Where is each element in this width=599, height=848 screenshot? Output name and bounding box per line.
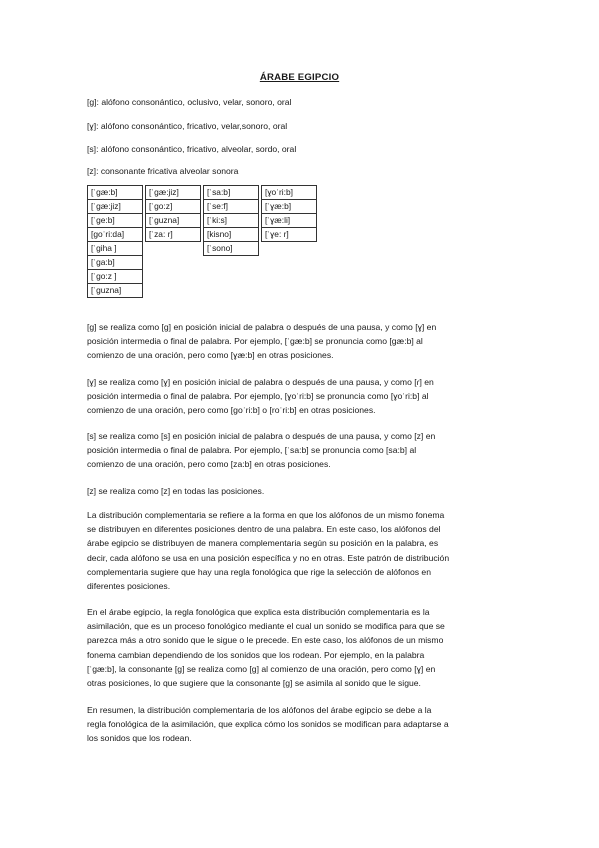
paragraph-line: comienzo de una oración, pero como [ɣæ:b] en otras posiciones.: [87, 350, 334, 361]
paragraph-line: [ˈgæ:b], la consonante [g] se realiza como [g] al comienzo de una oración, pero como [ɣ] en: [87, 663, 436, 674]
table-cell: [ˈgiha ]: [87, 241, 143, 256]
table-cell: [ˈse:f]: [203, 199, 259, 214]
paragraph-line: decir, cada alófono se usa en una posición específica y no en otras. Este patrón de distribución: [87, 552, 450, 563]
paragraph-z: [87, 484, 517, 498]
paragraph-line: asimilación, que es un proceso fonológico mediante el cual un sonido se modifica para que se: [87, 621, 445, 632]
intro-line-s: [s]: alófono consonántico, fricativo, alveolar, sordo, oral: [87, 144, 297, 154]
table-cell: [ˈgæ:b]: [87, 185, 143, 200]
table-cell: [ˈgæ:jiz]: [87, 199, 143, 214]
paragraph-line: posición intermedia o final de palabra. Por ejemplo, [ɣoˈri:b] se pronuncia como [ɣoˈri:b] al: [87, 391, 429, 402]
paragraph-line: posición intermedia o final de palabra. Por ejemplo, [ˈgæ:b] se pronuncia como [gæ:b] al: [87, 336, 423, 347]
table-cell: [ˈsono]: [203, 241, 259, 256]
paragraph-s: [87, 429, 517, 472]
table-cell: [ˈguzna]: [145, 213, 201, 228]
paragraph-g: [87, 320, 517, 363]
paragraph-line: comienzo de una oración, pero como [goˈri:b] o [roˈri:b] en otras posiciones.: [87, 405, 376, 416]
paragraph-line: parezca más a otro sonido que le sigue o le precede. En este caso, los alófonos de un mismo: [87, 635, 444, 646]
table-cell: [ˈga:b]: [87, 255, 143, 270]
paragraph-line: regla fonológica de la asimilación, que explica cómo los sonidos se modifican para adaptarse a: [87, 719, 449, 730]
paragraph-assimilation: [87, 605, 517, 690]
table-cell: [ˈɣæ:li]: [261, 213, 317, 228]
paragraph-line: En resumen, la distribución complementaria de los alófonos del árabe egipcio se debe a la: [87, 705, 432, 715]
table-cell: [ˈɣe: r]: [261, 227, 317, 242]
intro-line-g: [g]: alófono consonántico, oclusivo, velar, sonoro, oral: [87, 97, 292, 107]
intro-line-gamma: [ɣ]: alófono consonántico, fricativo, velar,sonoro, oral: [87, 121, 288, 131]
table-cell: [ˈki:s]: [203, 213, 259, 228]
table-cell: [ˈgo:z]: [145, 199, 201, 214]
table-cell: [ˈgo:z ]: [87, 269, 143, 284]
paragraph-summary: [87, 703, 517, 746]
paragraph-line: se distribuyen en diferentes posiciones dentro de una palabra. En este caso, los alófonos del: [87, 524, 441, 535]
table-cell: [ɣoˈri:b]: [261, 185, 317, 200]
table-column-s: [203, 185, 259, 256]
table-column-g2: [145, 185, 201, 242]
paragraph-line: [g] se realiza como [g] en posición inicial de palabra o después de una pausa, y como [ɣ] en: [87, 322, 437, 332]
paragraph-line: fonema cambian dependiendo de los sonidos que los rodean. Por ejemplo, en la palabra: [87, 649, 425, 660]
paragraph-distribution: [87, 508, 517, 593]
paragraph-line: árabe egipcio se distribuyen de manera complementaria según su posición en la palabra, es: [87, 538, 439, 549]
table-cell: [ˈguzna]: [87, 283, 143, 298]
page-title: ÁRABE EGIPCIO: [259, 72, 340, 83]
table-cell: [kisno]: [203, 227, 259, 242]
paragraph-line: diferentes posiciones.: [87, 581, 171, 592]
paragraph-line: [s] se realiza como [s] en posición inicial de palabra o después de una pausa, y como [z] en: [87, 431, 436, 441]
paragraph-line: [z] se realiza como [z] en todas las posiciones.: [87, 486, 265, 496]
paragraph-line: los sonidos que los rodean.: [87, 733, 192, 744]
intro-line-z: [z]: consonante fricativa alveolar sonora: [87, 166, 239, 176]
paragraph-line: otras posiciones, lo que sugiere que la consonante [g] se asimila al sonido que le sigue.: [87, 678, 421, 689]
table-cell: [ˈɣæ:b]: [261, 199, 317, 214]
paragraph-line: En el árabe egipcio, la regla fonológica que explica esta distribución complementaria es la: [87, 607, 430, 617]
table-column-gamma: [261, 185, 317, 242]
paragraph-line: posición intermedia o final de palabra. Por ejemplo, [ˈsa:b] se pronuncia como [sa:b] al: [87, 445, 417, 456]
paragraph-line: [ɣ] se realiza como [ɣ] en posición inicial de palabra o después de una pausa, y como [ɾ] en: [87, 377, 434, 387]
paragraph-gamma: [87, 375, 517, 418]
table-column-g: [87, 185, 143, 298]
table-cell: [goˈri:da]: [87, 227, 143, 242]
table-cell: [ˈgæ:jiz]: [145, 185, 201, 200]
table-cell: [ˈsa:b]: [203, 185, 259, 200]
paragraph-line: La distribución complementaria se refiere a la forma en que los alófonos de un mismo fonema: [87, 510, 445, 520]
paragraph-line: complementaria sugiere que hay una regla fonológica que rige la selección de alófonos en: [87, 566, 431, 577]
paragraph-line: comienzo de una oración, pero como [za:b] en otras posiciones.: [87, 459, 331, 470]
table-cell: [ˈge:b]: [87, 213, 143, 228]
table-cell: [ˈza: r]: [145, 227, 201, 242]
